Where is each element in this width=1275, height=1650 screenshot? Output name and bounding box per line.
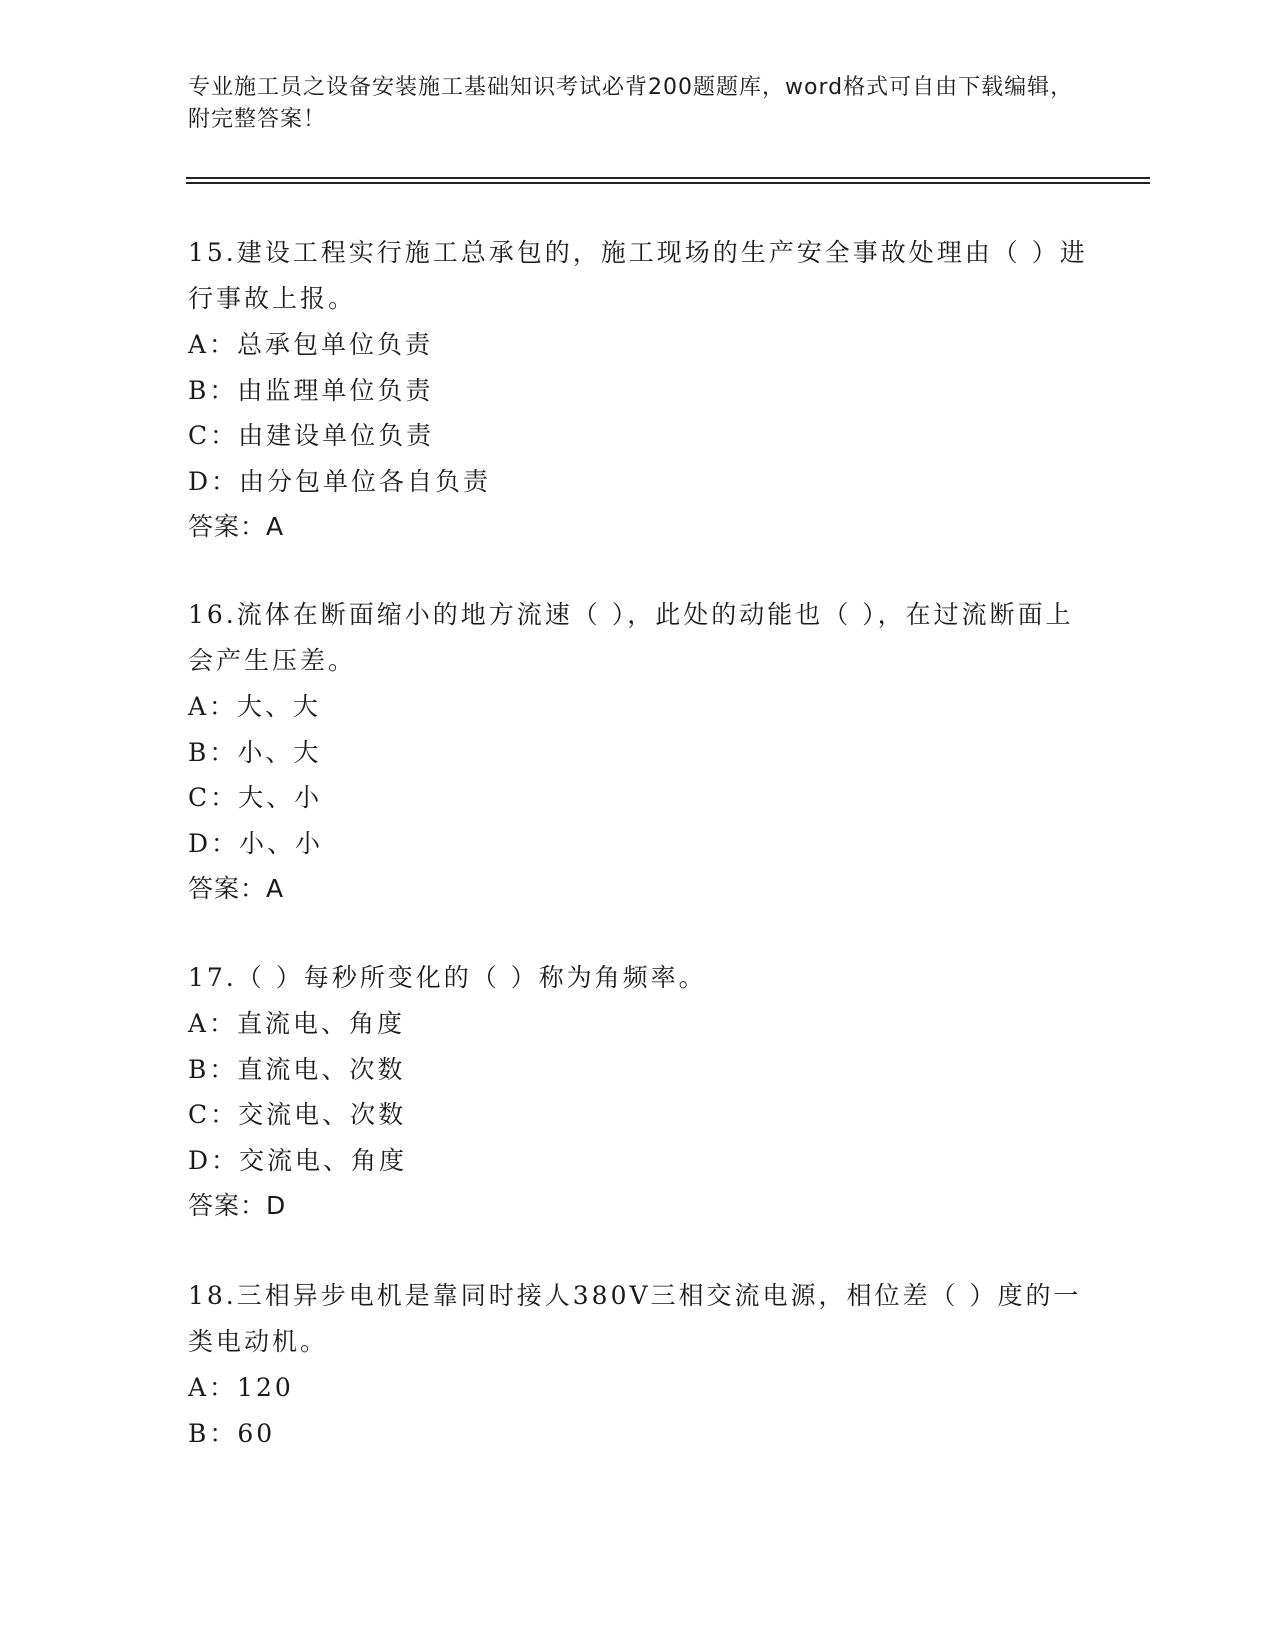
question-stem: 18.三相异步电机是靠同时接人380V三相交流电源，相位差（ ）度的一类电动机。 [188,1281,1082,1356]
question-16 [188,592,1088,912]
option-c: C：交流电、次数 [188,1100,407,1129]
option-d: D：由分包单位各自负责 [188,466,492,496]
option-b: B：60 [188,1418,276,1448]
option-b: B：小、大 [188,737,322,767]
question-18 [188,1273,1088,1456]
option-b: B：由监理单位负责 [188,375,434,405]
header-divider-top [186,177,1150,179]
option-a: A：总承包单位负责 [188,330,434,359]
header-divider-bottom [186,182,1150,184]
question-stem: 15.建设工程实行施工总承包的，施工现场的生产安全事故处理由（ ）进行事故上报。 [188,238,1088,313]
question-stem: 16.流体在断面缩小的地方流速（ ），此处的动能也（ ），在过流断面上会产生压差。 [188,600,1074,675]
option-b: B：直流电、次数 [188,1054,406,1084]
option-d: D：交流电、角度 [188,1145,408,1175]
answer: 答案：A [188,512,285,541]
option-c: C：由建设单位负责 [188,421,435,450]
question-15 [188,230,1088,550]
answer: 答案：A [188,874,285,903]
option-c: C：大、小 [188,783,323,812]
option-a: A：大、大 [188,692,322,721]
document-header [188,72,1088,136]
option-a: A：120 [188,1373,294,1402]
question-stem: 17.（ ）每秒所变化的（ ）称为角频率。 [188,963,707,992]
answer: 答案：D [188,1191,287,1220]
header-text: 专业施工员之设备安装施工基础知识考试必背200题题库，word格式可自由下载编辑，附完整答案！ [188,75,1074,132]
option-a: A：直流电、角度 [188,1009,406,1038]
question-17 [188,955,1088,1229]
option-d: D：小、小 [188,828,324,858]
